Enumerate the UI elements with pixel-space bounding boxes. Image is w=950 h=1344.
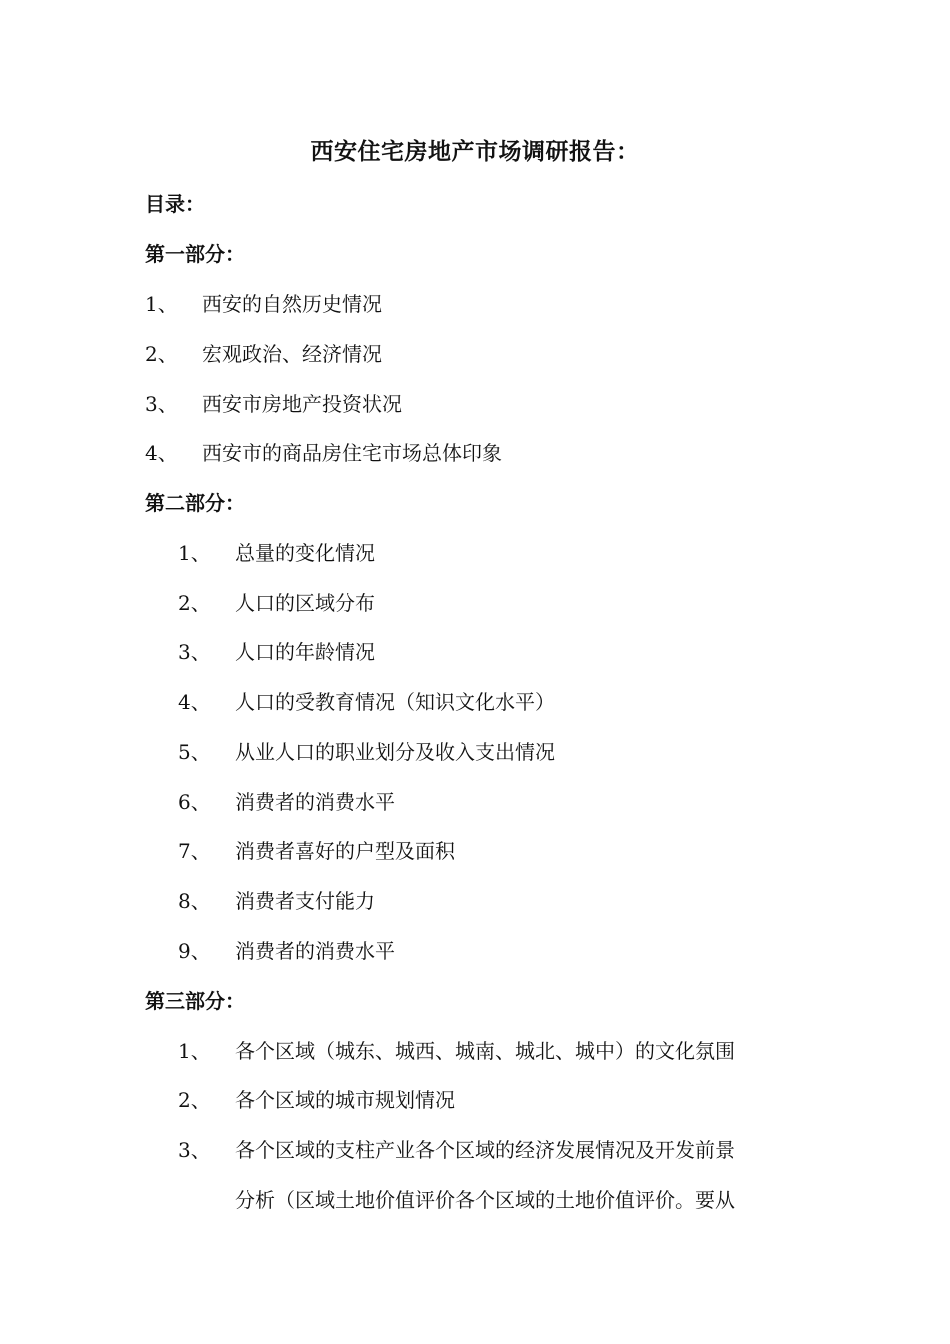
document-title: 西安住宅房地产市场调研报告： bbox=[310, 138, 640, 165]
list-item-text: 消费者的消费水平 bbox=[235, 939, 395, 963]
list-item-number: 5、 bbox=[178, 740, 211, 764]
list-item-number: 8、 bbox=[178, 889, 211, 913]
list-item-number: 3、 bbox=[178, 1138, 211, 1162]
list-item-text: 总量的变化情况 bbox=[235, 541, 375, 565]
list-item-text: 宏观政治、经济情况 bbox=[202, 342, 382, 366]
list-item-number: 1、 bbox=[178, 541, 211, 565]
list-item-text: 各个区域的城市规划情况 bbox=[235, 1088, 455, 1112]
list-item-text: 从业人口的职业划分及收入支出情况 bbox=[235, 740, 555, 764]
list-item-number: 1、 bbox=[178, 1039, 211, 1063]
part1-heading: 第一部分： bbox=[145, 242, 245, 266]
list-item-text: 各个区域的支柱产业各个区域的经济发展情况及开发前景 bbox=[235, 1138, 735, 1162]
list-item-number: 3、 bbox=[145, 392, 178, 416]
list-item-number: 2、 bbox=[178, 1088, 211, 1112]
toc-label: 目录： bbox=[145, 192, 205, 216]
list-item-text: 人口的年龄情况 bbox=[235, 640, 375, 664]
list-item-number: 2、 bbox=[145, 342, 178, 366]
list-item-number: 6、 bbox=[178, 790, 211, 814]
list-item-number: 3、 bbox=[178, 640, 211, 664]
list-item-text: 西安的自然历史情况 bbox=[202, 292, 382, 316]
list-item-text: 消费者的消费水平 bbox=[235, 790, 395, 814]
part3-heading: 第三部分： bbox=[145, 989, 245, 1013]
list-item-continuation: 分析（区域土地价值评价各个区域的土地价值评价。要从 bbox=[235, 1188, 735, 1212]
list-item-number: 2、 bbox=[178, 591, 211, 615]
list-item-text: 消费者喜好的户型及面积 bbox=[235, 839, 455, 863]
list-item-number: 9、 bbox=[178, 939, 211, 963]
list-item-text: 各个区域（城东、城西、城南、城北、城中）的文化氛围 bbox=[235, 1039, 735, 1063]
list-item-number: 7、 bbox=[178, 839, 211, 863]
list-item-text: 西安市房地产投资状况 bbox=[202, 392, 402, 416]
list-item-text: 西安市的商品房住宅市场总体印象 bbox=[202, 441, 502, 465]
list-item-text: 人口的区域分布 bbox=[235, 591, 375, 615]
list-item-text: 人口的受教育情况（知识文化水平） bbox=[235, 690, 555, 714]
part2-heading: 第二部分： bbox=[145, 491, 245, 515]
list-item-number: 4、 bbox=[145, 441, 178, 465]
list-item-text: 消费者支付能力 bbox=[235, 889, 375, 913]
list-item-number: 4、 bbox=[178, 690, 211, 714]
list-item-number: 1、 bbox=[145, 292, 178, 316]
